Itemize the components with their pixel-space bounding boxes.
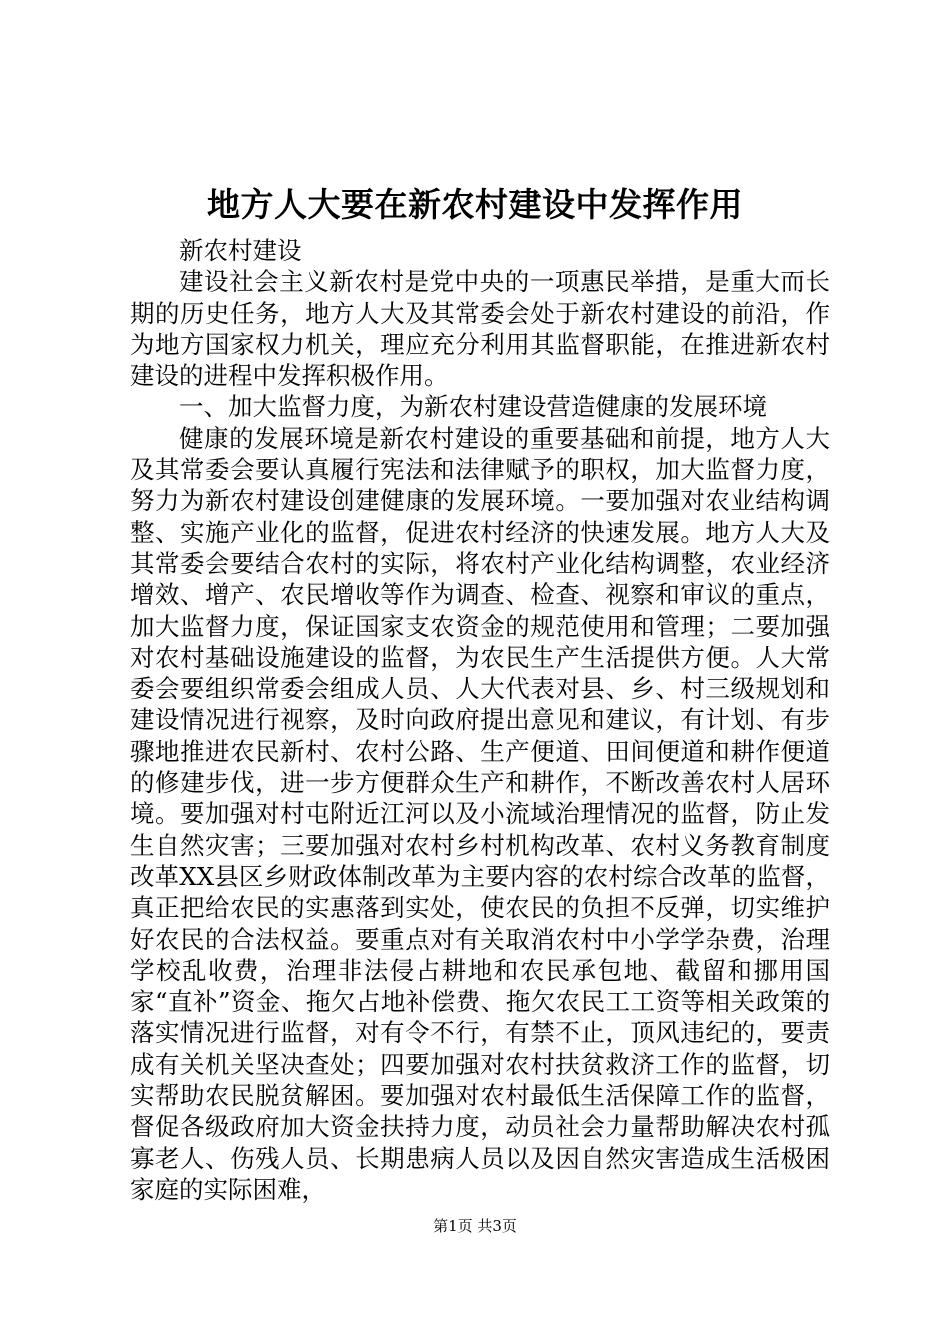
page-footer: 第1页 共3页 (433, 1217, 517, 1235)
paragraph-body: 健康的发展环境是新农村建设的重要基础和前提，地方人大及其常委会要认真履行宪法和法律赋予的职权，加大监督力度，努力为新农村建设创建健康的发展环境。一要加强对农业结构调整、实施产业化的监督，促进农村经济的快速发展。地方人大及其常委会要结合农村的实际，将农村产业化结构调整，农业经济增效、增产、农民增收等作为调查、检查、视察和审议的重点，加大监督力度，保证国家支农资金的规范使用和管理；二要加强对农村基础设施建设的监督，为农民生产生活提供方便。人大常委会要组织常委会组成人员、人大代表对县、乡、村三级规划和建设情况进行视察，及时向政府提出意见和建议，有计划、有步骤地推进农民新村、农村公路、生产便道、田间便道和耕作便道的修建步伐，进一步方便群众生产和耕作，不断改善农村人居环境。要加强对村屯附近江河以及小流域治理情况的监督，防止发生自然灾害；三要加强对农村乡村机构改革、农村义务教育制度改革XX县区乡财政体制改革为主要内容的农村综合改革的监督，真正把给农民的实惠落到实处，使农民的负担不反弹，切实维护好农民的合法权益。要重点对有关取消农村中小学学杂费，治理学校乱收费，治理非法侵占耕地和农民承包地、截留和挪用国家“直补”资金、拖欠占地补偿费、拖欠农民工工资等相关政策的落实情况进行监督，对有令不行，有禁不止，顶风违纪的，要责成有关机关坚决查处；四要加强对农村扶贫救济工作的监督，切实帮助农民脱贫解困。要加强对农村最低生活保障工作的监督，督促各级政府加大资金扶持力度，动员社会力量帮助解决农村孤寡老人、伤残人员、长期患病人员以及因自然灾害造成生活极困家庭的实际困难， (130, 423, 830, 1204)
document-body (130, 235, 830, 1205)
section-heading: 一、加大监督力度，为新农村建设营造健康的发展环境 (179, 392, 767, 422)
paragraph-subtitle: 新农村建设 (179, 236, 302, 265)
document-title: 地方人大要在新农村建设中发挥作用 (207, 185, 743, 224)
paragraph-intro: 建设社会主义新农村是党中央的一项惠民举措，是重大而长期的历史任务，地方人大及其常委会处于新农村建设的前沿，作为地方国家权力机关，理应充分利用其监督职能，在推进新农村建设的进程中发挥积极作用。 (130, 267, 830, 391)
